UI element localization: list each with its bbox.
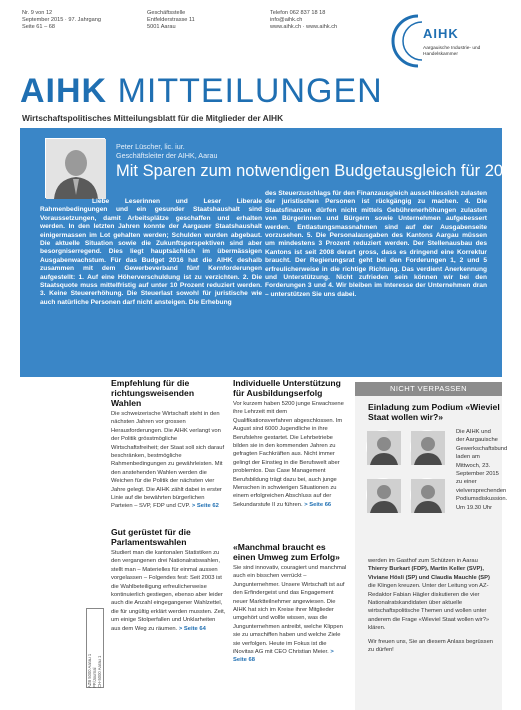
person-icon (411, 479, 445, 513)
article-wahlempfehlung (111, 378, 226, 511)
article-title: Individuelle Unterstützung für Ausbildungserfolg (233, 378, 341, 398)
masthead-title (20, 72, 383, 110)
issue-number: Nr. 9 von 12 (22, 10, 53, 16)
editorial-column-1 (40, 198, 262, 307)
masthead-name: MITTEILUNGEN (117, 72, 383, 110)
article-parlamentswahlen (111, 527, 226, 633)
event-title: Einladung zum Podium «Wieviel Staat wollen wir?» (368, 402, 500, 422)
page-link[interactable]: > Seite 66 (304, 501, 332, 508)
editorial-text-1: Liebe Leserinnen und Leser Liberale Rahmenbedingungen und ein gesunder Staatshaushalt sind Voraussetzungen, damit Arbeitsplätze geschaffen und erhalten werden. In den letzten Jahren konnte der Aargauer Staatshaushalt einigermassen im Lot gehalten werden; Schulden wurden abgebaut. Die aktuelle Situation sowie die Zukunftsperspektiven sind aber besorgniserregend. Dies liegt hauptsächlich im übermässigen Ausgabenwachstum. Für das Budget 2016 hat die AIHK deshalb zusammen mit dem Gewerbeverband fünf Kernforderungen aufgestellt: 1. Auf eine Höherverschuldung ist zu verzichten. 2. Die Staatsquote muss mittelfristig auf unter 10 Prozent reduziert werden. 3. Keine Steuererhöhung. Die Steuerlast sowohl für juristische wie auch natürliche Personen darf nicht ansteigen. Die Erhebung (40, 198, 262, 306)
logo-subtitle: Aargauische Industrie- und Handelskammer (423, 46, 481, 57)
logo-arc-icon (388, 10, 428, 72)
candidate-photos (360, 428, 458, 548)
portrait-icon (46, 139, 106, 199)
postal-line: PP/Journal (92, 667, 97, 688)
editorial-text-2: des Steuerzuschlags für den Finanzausgleich ausschliesslich zulasten der juristischen Personen ist rückgängig zu machen. 4. Die Staatsfinanzen dürfen nicht mittels Gebührenerhöhungen zulasten von Bürgerinnen und Bürgern sowie Unternehmen aufgebessert werden. Entlastungsmassnahmen sind auf der Ausgabenseite vorzusehen. 5. Die Personalausgaben des Kantons Aargau müssen um mindestens 3 Prozent reduziert werden. Der Stellenausbau des Kantons ist seit 2008 derart gross, dass es dringend eine Korrektur braucht. Der Regierungsrat geht bei den Forderungen 1, 2 und 5 erfreulicherweise in die richtige Richtung. Das verdient Anerkennung und Unterstützung. Nicht zufrieden sein können wir bei den Forderungen 3 und 4. Wir bleiben im Interesse der Unternehmen dran – unterstützen Sie uns dabei. (265, 190, 487, 298)
postal-imprint (87, 608, 111, 688)
article-body: Sie sind innovativ, couragiert und manchmal auch ein bisschen verrückt – Jungunternehmer. Unsere Wirtschaft ist auf den Erfindergeist und das Engagement neuer Marktteilnehmer angewiesen. Die AIHK hat sich im Kreise ihrer Mitglieder umgehört und wollte wissen, was die Jungunternehmen antreibt, welche Klippen sie zu umschiffen haben und welche Ziele sie verfolgen. Heute im Fokus ist die iNovitas AG mit CEO Christian Meier. (233, 565, 347, 656)
postal-lines (87, 608, 102, 688)
office-street: Entfelderstrasse 11 (147, 17, 195, 23)
contact-web[interactable]: www.aihk.ch · www.aihk.ch (270, 24, 338, 30)
contact-email[interactable]: info@aihk.ch (270, 17, 303, 23)
candidate-photo (366, 478, 400, 512)
article-ausbildungserfolg (233, 378, 348, 509)
article-body: Vor kurzem haben 5200 junge Erwachsene ihre Lehrzeit mit dem Qualifikationsverfahren abgeschlossen. Im August sind 6000 Jugendliche in ihre Berufslehre gestartet. Die Lehrbetriebe bilden sie in den kommenden Jahren zu gefragten Fachkräften aus. Nicht immer gelingt der Einstieg in die Berufswelt aber problemlos. Das Case Management Berufsbildung trägt dazu bei, auch junge Menschen in schwierigen Situationen zu einem erfolgreichen Abschluss auf der Sekundarstufe II zu führen. (233, 401, 344, 508)
candidate-photo (366, 430, 400, 464)
article-title: Gut gerüstet für die Parlamentswahlen (111, 527, 191, 547)
event-box-tab: NICHT VERPASSEN (355, 382, 502, 396)
article-title: «Manchmal braucht es einen Umweg zum Erfolg» (233, 542, 340, 562)
article-umweg-erfolg (233, 542, 348, 665)
postal-line: CH-5000 Aarau 1 (97, 655, 102, 688)
postal-line: AZB 5000 Aarau 1 (87, 653, 92, 688)
editorial-column-2 (265, 190, 487, 299)
office-city: 5001 Aarau (147, 24, 176, 30)
candidate-photo (410, 478, 444, 512)
person-icon (411, 431, 445, 465)
author-byline (116, 142, 217, 160)
candidate-photo (410, 430, 444, 464)
editorial-headline: Mit Sparen zum notwendigen Budgetausgleich für 2016 (116, 162, 521, 180)
contact-info (270, 10, 337, 31)
event-body (368, 557, 498, 654)
contact-phone: Telefon 062 837 18 18 (270, 10, 326, 16)
office-address (147, 10, 195, 31)
author-photo (45, 138, 105, 198)
page-link[interactable]: > Seite 62 (191, 503, 219, 510)
masthead-subtitle: Wirtschaftspolitisches Mitteilungsblatt für die Mitglieder der AIHK (22, 113, 284, 123)
event-closing: Wir freuen uns, Sie an diesem Anlass begrüssen zu dürfen! (368, 638, 494, 654)
event-body-prefix: werden im Gasthof zum Schützen in Aarau (368, 558, 478, 564)
editorial-box (20, 128, 521, 377)
article-body: Die schweizerische Wirtschaft steht in den nächsten Jahren vor grossen Herausforderungen. Die AIHK verlangt von der Politik grösstmögliche Wirtschaftsfreiheit; der Staat soll sich darauf beschränken, bestmögliche Rahmenbedingungen zu gewährleisten. Mit den anstehenden Wahlen werden die Weichen für die Politik der nächsten vier Jahre gelegt. Die AIHK zählt dabei in erster Linie auf die bewährten bürgerlichen Parteien – SVP, FDP und CVP. (111, 411, 225, 510)
event-box (355, 382, 508, 710)
event-body-suffix: die Klingen kreuzen. Unter der Leitung von AZ-Redaktor Fabian Hägler diskutieren die vier Nationalratskandidaten über aktuelle wirtschaftspolitische Themen und wollen unter anderem die Frage «Wieviel Staat wollen wir?» klären. (368, 583, 490, 632)
person-icon (367, 431, 401, 465)
author-role: Geschäftsleiter der AIHK, Aarau (116, 151, 218, 160)
office-label: Geschäftsstelle (147, 10, 186, 16)
masthead-brand: AIHK (20, 72, 108, 110)
event-panelists: Thierry Burkart (FDP), Martin Keller (SVP), Viviane Hösli (SP) und Claudia Mauchle (SP) (368, 566, 490, 581)
page-link[interactable]: > Seite 68 (233, 649, 334, 664)
logo-wordmark: AIHK (423, 26, 459, 41)
person-icon (367, 479, 401, 513)
article-title: Empfehlung für die richtungsweisenden Wahlen (111, 378, 195, 408)
page-link[interactable]: > Seite 64 (178, 625, 206, 632)
aihk-logo (388, 6, 492, 78)
issue-date: September 2015 · 97. Jahrgang (22, 17, 101, 23)
article-body: Studiert man die kantonalen Statistiken zu den vergangenen drei Nationalratswahlen, stellt man – Materielles für einmal aussen vorgelassen – Folgendes fest: Seit 2003 ist die Wahlbeteiligung erfreulicherweise kontinuierlich gestiegen, ebenso aber leider auch die Anzahl eingegangener Wahlzettel, die für ungültig erklärt werden mussten. Zeit, um einige Stolperfallen und Unklarheiten aus dem Weg zu räumen. (111, 550, 226, 632)
issue-pages: Seite 61 – 68 (22, 24, 55, 30)
issue-info (22, 10, 101, 31)
event-side-text: Die AIHK und der Aargauische Gewerkschaftsbund laden am Mittwoch, 23. September 2015 zu einer vielversprechenden Podiumsdiskussion. Um 19.30 Uhr (456, 429, 508, 511)
author-name: Peter Lüscher, lic. iur. (116, 142, 185, 151)
